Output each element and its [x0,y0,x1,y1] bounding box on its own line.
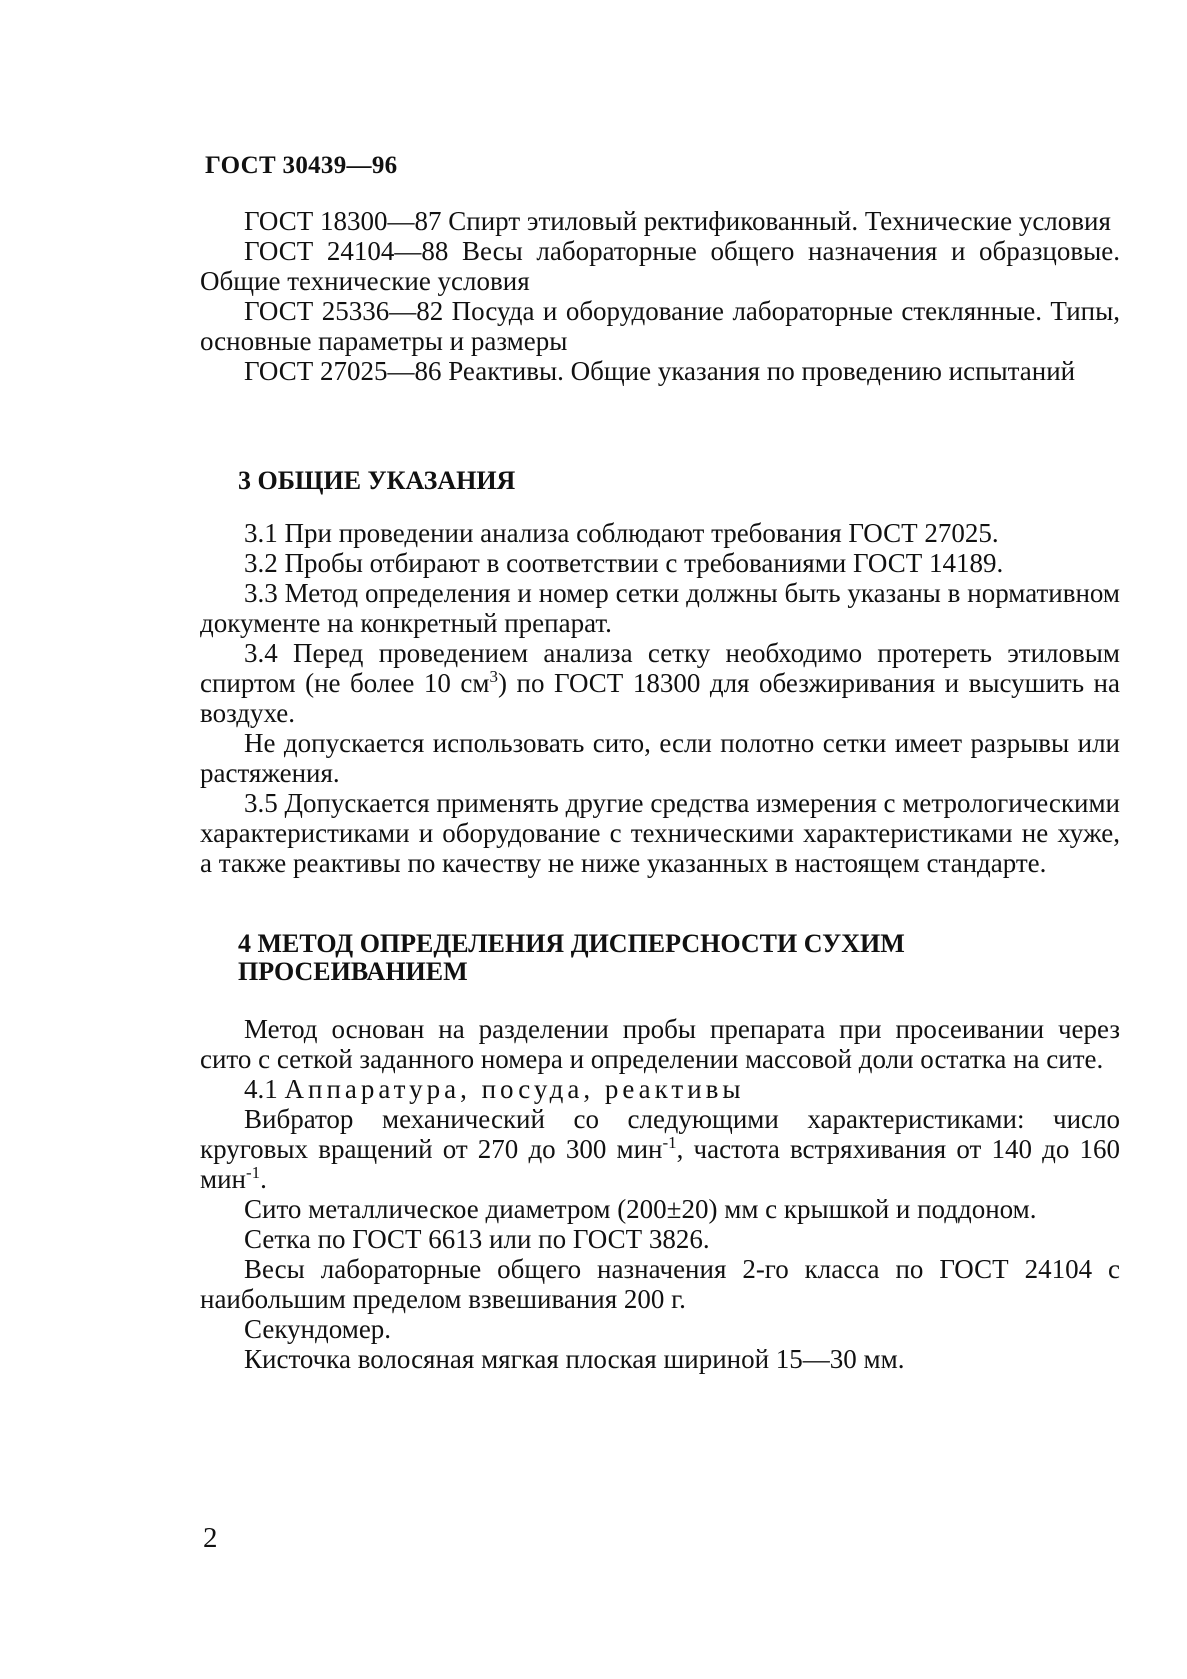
section-3-paragraph: Не допускается использовать сито, если полотно сетки имеет разрывы или растяжения. [200,728,1120,788]
reference-item: ГОСТ 25336—82 Посуда и оборудование лабораторные стеклянные. Типы, основные параметры и размеры [200,296,1120,356]
section-4-intro: Метод основан на разделении пробы препарата при просеивании через сито с сеткой заданного номера и определении массовой доли остатка на сите. [200,1014,1120,1074]
subsection-4-1-title: 4.1 Аппаратура, посуда, реактивы [244,1074,745,1104]
reference-item: ГОСТ 18300—87 Спирт этиловый ректификованный. Технические условия [244,206,1111,236]
page-number: 2 [203,1522,218,1554]
section-3-paragraph: 3.4 Перед проведением анализа сетку необходимо протереть этиловым спиртом (не более 10 $см^3$) по ГОСТ 18300 для обезжиривания и высушить на воздухе. [200,638,1120,728]
equipment-scales: Весы лабораторные общего назначения 2-го класса по ГОСТ 24104 с наибольшим пределом взвешивания 200 г. [200,1254,1120,1314]
equipment-vibrator: Вибратор механический со следующими характеристиками: число круговых вращений от 270 до 300 мин$^{-1}$, частота встряхивания от 140 до 160 мин$^{-1}$. [200,1104,1120,1194]
reference-item: ГОСТ 24104—88 Весы лабораторные общего назначения и образцовые. Общие технические условия [200,236,1120,296]
equipment-stopwatch: Секундомер. [244,1314,392,1344]
equipment-brush: Кисточка волосяная мягкая плоская шириной 15—30 мм. [244,1344,905,1374]
section-3-heading: 3 ОБЩИЕ УКАЗАНИЯ [238,466,516,495]
reference-item: ГОСТ 27025—86 Реактивы. Общие указания по проведению испытаний [244,356,1076,386]
section-3-paragraph: 3.3 Метод определения и номер сетки должны быть указаны в нормативном документе на конкретный препарат. [200,578,1120,638]
section-4-heading: 4 МЕТОД ОПРЕДЕЛЕНИЯ ДИСПЕРСНОСТИ СУХИМ ПРОСЕИВАНИЕМ [238,929,905,986]
equipment-mesh: Сетка по ГОСТ 6613 или по ГОСТ 3826. [244,1224,710,1254]
section-3 [200,466,1120,878]
section-3-paragraph: 3.5 Допускается применять другие средства измерения с метрологическими характеристиками и оборудование с техническими характеристиками не хуже, а также реактивы по качеству не ниже указанных в настоящем стандарте. [200,788,1120,878]
section-3-paragraph: 3.2 Пробы отбирают в соответствии с требованиями ГОСТ 14189. [244,548,1004,578]
section-3-paragraph: 3.1 При проведении анализа соблюдают требования ГОСТ 27025. [244,518,999,548]
equipment-sieve: Сито металлическое диаметром (200±20) мм с крышкой и поддоном. [244,1194,1037,1224]
section-4 [200,930,1120,1374]
document-header: ГОСТ 30439—96 [205,152,398,179]
references-list [200,206,1120,386]
